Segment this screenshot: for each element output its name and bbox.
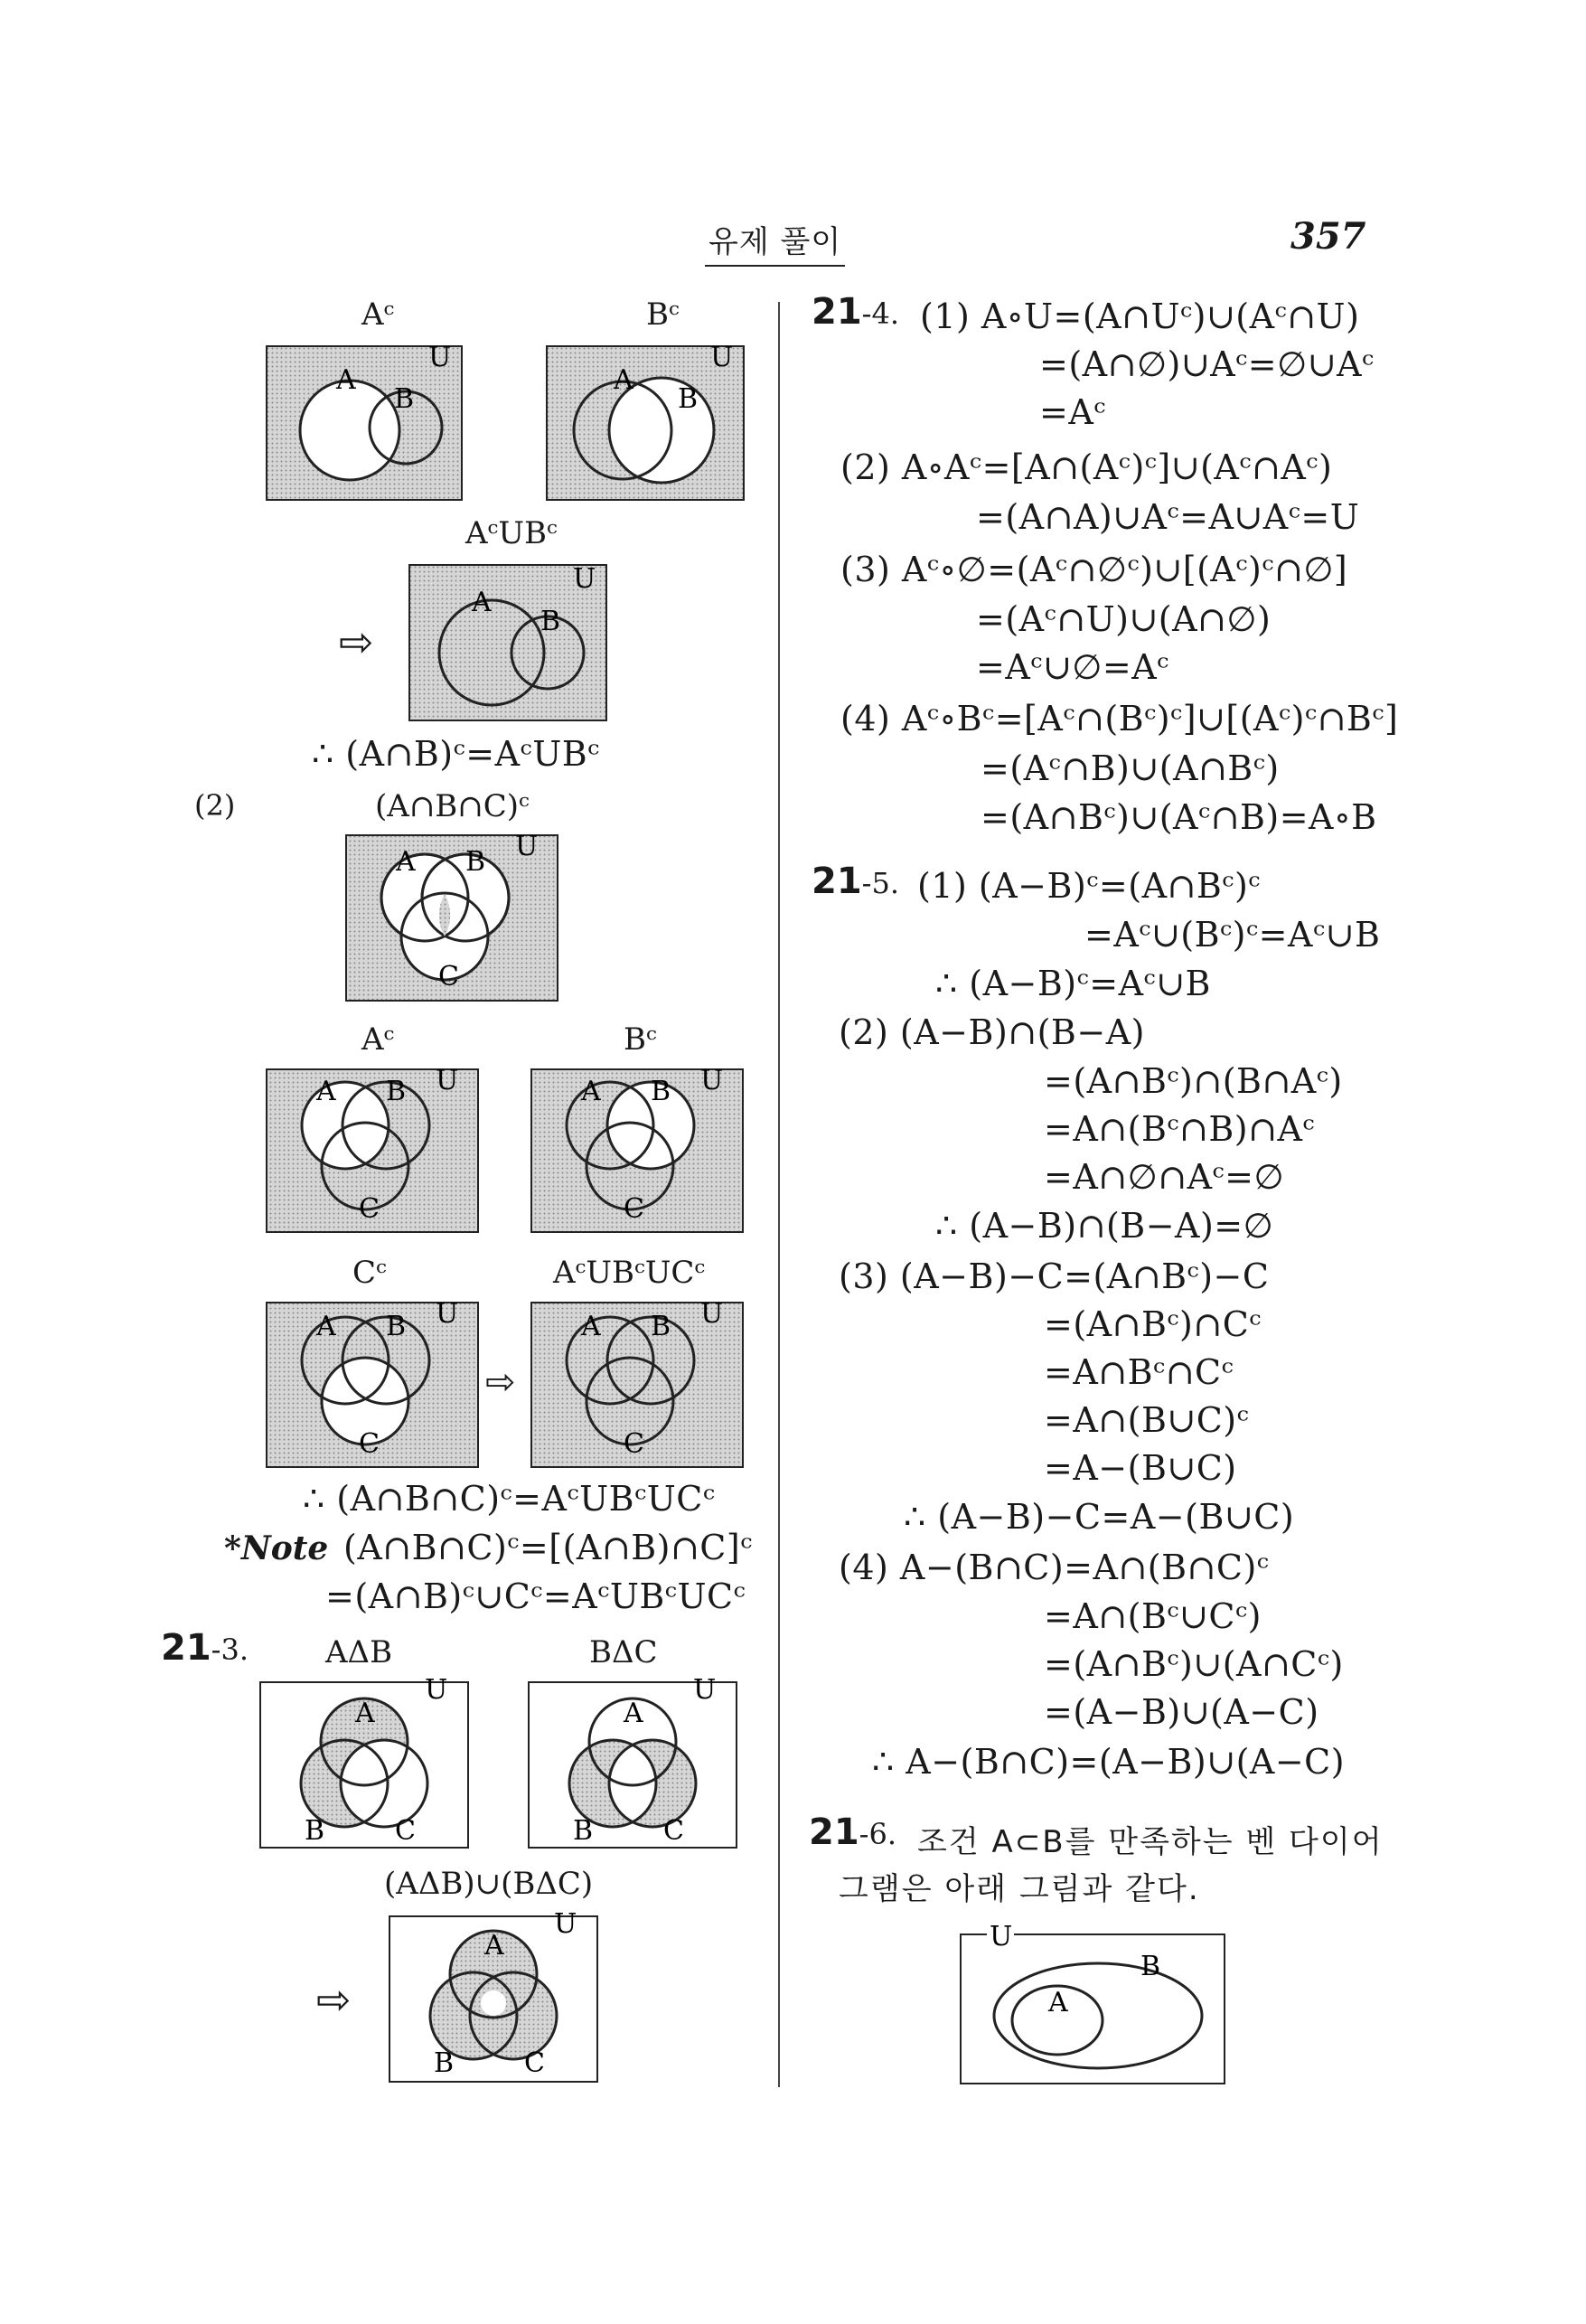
note-line-2: =(A∩B)ᶜ∪Cᶜ=AᶜUBᶜUCᶜ [325,1576,746,1616]
venn-label-a: A [355,1698,375,1729]
p215-line-10: =(A∩Bᶜ)∩Cᶜ [1044,1304,1262,1344]
p215-line-2: =Aᶜ∪(Bᶜ)ᶜ=Aᶜ∪B [1084,915,1381,955]
venn-label-b: B [573,1815,594,1847]
problem-21-3-number [161,1627,249,1669]
venn-label-a: A [581,1311,601,1342]
p215-line-12: =A∩(B∪C)ᶜ [1044,1400,1250,1440]
label-symmetric-union: (AΔB)∪(BΔC) [384,1866,594,1902]
venn-label-a: A [484,1930,504,1962]
venn-3set-c-complement [264,1297,481,1473]
problem-number: 21 [809,1811,859,1853]
p214-line-10: =(Aᶜ∩B)∪(A∩Bᶜ) [981,748,1280,788]
venn-label-b: B [465,846,486,878]
venn-label-a: A [581,1076,601,1107]
label-a-delta-b: AΔB [325,1634,393,1670]
p214-line-11: =(A∩Bᶜ)∪(Aᶜ∩B)=A∘B [981,797,1377,837]
running-header: 유제 풀이 [705,217,845,267]
venn-label-a: A [336,364,356,396]
venn-label-b: B [434,2047,455,2079]
item-number-2: (2) [194,788,236,823]
venn-label-u: U [700,1065,724,1096]
venn-label-u: U [554,1908,577,1940]
venn-label-b: B [386,1076,407,1107]
venn-b-complement [546,342,749,503]
venn-label-u: U [436,1065,459,1096]
problem-21-6-number [809,1811,896,1853]
demorgan-two-sets: ∴ (A∩B)ᶜ=AᶜUBᶜ [312,734,600,774]
p215-line-18: =(A−B)∪(A−C) [1044,1692,1319,1732]
label-a-complement: Aᶜ [361,296,395,333]
p215-line-15: (4) A−(B∩C)=A∩(B∩C)ᶜ [839,1548,1270,1587]
venn-label-c: C [624,1193,644,1225]
problem-21-4-number [812,291,899,333]
label-c-complement: Cᶜ [352,1255,387,1291]
venn-label-b: B [540,606,561,637]
problem-subnumber: -4. [861,296,900,331]
problem-subnumber: -5. [861,866,900,900]
venn-label-u: U [573,563,596,595]
problem-subnumber: -3. [211,1632,249,1667]
venn-label-c: C [359,1428,380,1460]
p215-line-11: =A∩Bᶜ∩Cᶜ [1044,1352,1234,1392]
venn-label-c: C [395,1815,416,1847]
venn-label-u: U [693,1674,717,1706]
venn-label-a: A [1048,1987,1068,2018]
venn-label-b: B [305,1815,325,1847]
p215-line-9: (3) (A−B)−C=(A∩Bᶜ)−C [839,1256,1270,1296]
venn-label-a: A [316,1076,336,1107]
p215-line-4: (2) (A−B)∩(B−A) [839,1012,1145,1052]
label-b-complement-2: Bᶜ [624,1021,657,1058]
venn-label-b: B [394,383,415,415]
venn-label-a: A [316,1311,336,1342]
venn-label-u: U [436,1298,459,1330]
p216-text-line-1: 조건 A⊂B를 만족하는 벤 다이어 [917,1824,1384,1860]
venn-abc-complement [343,830,560,1006]
venn-label-b: B [386,1311,407,1342]
venn-label-u: U [700,1298,724,1330]
venn-label-u: U [515,831,539,862]
label-ac-bc-cc-union: AᶜUBᶜUCᶜ [553,1255,706,1291]
p214-line-5: =(A∩A)∪Aᶜ=A∪Aᶜ=U [976,497,1360,537]
venn-b-delta-c [526,1674,743,1853]
venn-3set-a-complement [264,1062,481,1238]
venn-label-b: B [651,1311,671,1342]
p215-line-1: (1) (A−B)ᶜ=(A∩Bᶜ)ᶜ [917,866,1261,906]
problem-number: 21 [812,861,862,902]
venn-a-subset-b [958,1921,1229,2088]
venn-label-c: C [624,1428,644,1460]
label-ac-union-bc: AᶜUBᶜ [465,515,558,551]
venn-a-complement [266,342,469,503]
venn-label-b: B [1140,1951,1161,1982]
venn-label-c: C [359,1193,380,1225]
venn-3set-b-complement [529,1062,746,1238]
venn-label-c: C [438,961,459,993]
p214-line-3: =Aᶜ [1039,392,1106,432]
venn-label-u: U [425,1674,448,1706]
venn-label-a: A [614,364,633,396]
venn-symmetric-union [387,1909,604,2085]
venn-label-a: A [396,846,416,878]
label-b-delta-c: BΔC [589,1634,658,1670]
note-label: *Note [224,1529,329,1567]
p214-line-6: (3) Aᶜ∘∅=(Aᶜ∩∅ᶜ)∪[(Aᶜ)ᶜ∩∅] [840,550,1348,589]
venn-a-delta-b [258,1674,474,1853]
venn-label-b: B [678,383,699,415]
arrow-icon: ⇨ [316,1975,352,2024]
p215-line-19: ∴ A−(B∩C)=(A−B)∪(A−C) [872,1742,1346,1782]
page-number: 357 [1290,215,1366,258]
venn-ac-union-bc [408,560,612,721]
p214-line-8: =Aᶜ∪∅=Aᶜ [976,647,1169,687]
problem-number: 21 [812,291,862,333]
venn-label-b: B [651,1076,671,1107]
venn-label-a: A [472,587,492,618]
p214-line-1: (1) A∘U=(A∩Uᶜ)∪(Aᶜ∩U) [920,296,1360,336]
p214-line-9: (4) Aᶜ∘Bᶜ=[Aᶜ∩(Bᶜ)ᶜ]∪[(Aᶜ)ᶜ∩Bᶜ] [840,699,1399,739]
p215-line-8: ∴ (A−B)∩(B−A)=∅ [935,1206,1274,1246]
venn-label-c: C [663,1815,684,1847]
p215-line-3: ∴ (A−B)ᶜ=Aᶜ∪B [935,964,1211,1003]
p215-line-14: ∴ (A−B)−C=A−(B∪C) [904,1497,1295,1537]
p214-line-4: (2) A∘Aᶜ=[A∩(Aᶜ)ᶜ]∪(Aᶜ∩Aᶜ) [840,447,1333,487]
problem-21-5-number [812,861,899,902]
p215-line-6: =A∩(Bᶜ∩B)∩Aᶜ [1044,1109,1316,1149]
venn-label-u: U [428,342,452,373]
p214-line-2: =(A∩∅)∪Aᶜ=∅∪Aᶜ [1039,344,1375,384]
label-a-complement-2: Aᶜ [361,1021,395,1058]
p215-line-5: =(A∩Bᶜ)∩(B∩Aᶜ) [1044,1061,1343,1101]
venn-label-u: U [710,342,734,373]
venn-label-a: A [624,1698,643,1729]
problem-subnumber: -6. [859,1817,897,1851]
p215-line-13: =A−(B∪C) [1044,1448,1237,1488]
note-line-1: (A∩B∩C)ᶜ=[(A∩B)∩C]ᶜ [343,1528,753,1567]
arrow-icon: ⇨ [339,617,374,666]
p215-line-16: =A∩(Bᶜ∪Cᶜ) [1044,1596,1262,1636]
label-b-complement: Bᶜ [646,296,680,333]
label-abc-complement: (A∩B∩C)ᶜ [375,788,530,824]
venn-label-u: U [990,1921,1013,1952]
p214-line-7: =(Aᶜ∩U)∪(A∩∅) [976,599,1272,639]
arrow-icon: ⇨ [485,1361,516,1403]
column-divider [778,302,780,2087]
demorgan-three-sets: ∴ (A∩B∩C)ᶜ=AᶜUBᶜUCᶜ [303,1479,716,1519]
venn-3set-union-complements [529,1297,746,1473]
problem-number: 21 [161,1627,211,1669]
p216-text-line-2: 그램은 아래 그림과 같다. [839,1871,1200,1907]
p215-line-7: =A∩∅∩Aᶜ=∅ [1044,1157,1285,1197]
p215-line-17: =(A∩Bᶜ)∪(A∩Cᶜ) [1044,1644,1344,1684]
venn-label-c: C [524,2047,545,2079]
